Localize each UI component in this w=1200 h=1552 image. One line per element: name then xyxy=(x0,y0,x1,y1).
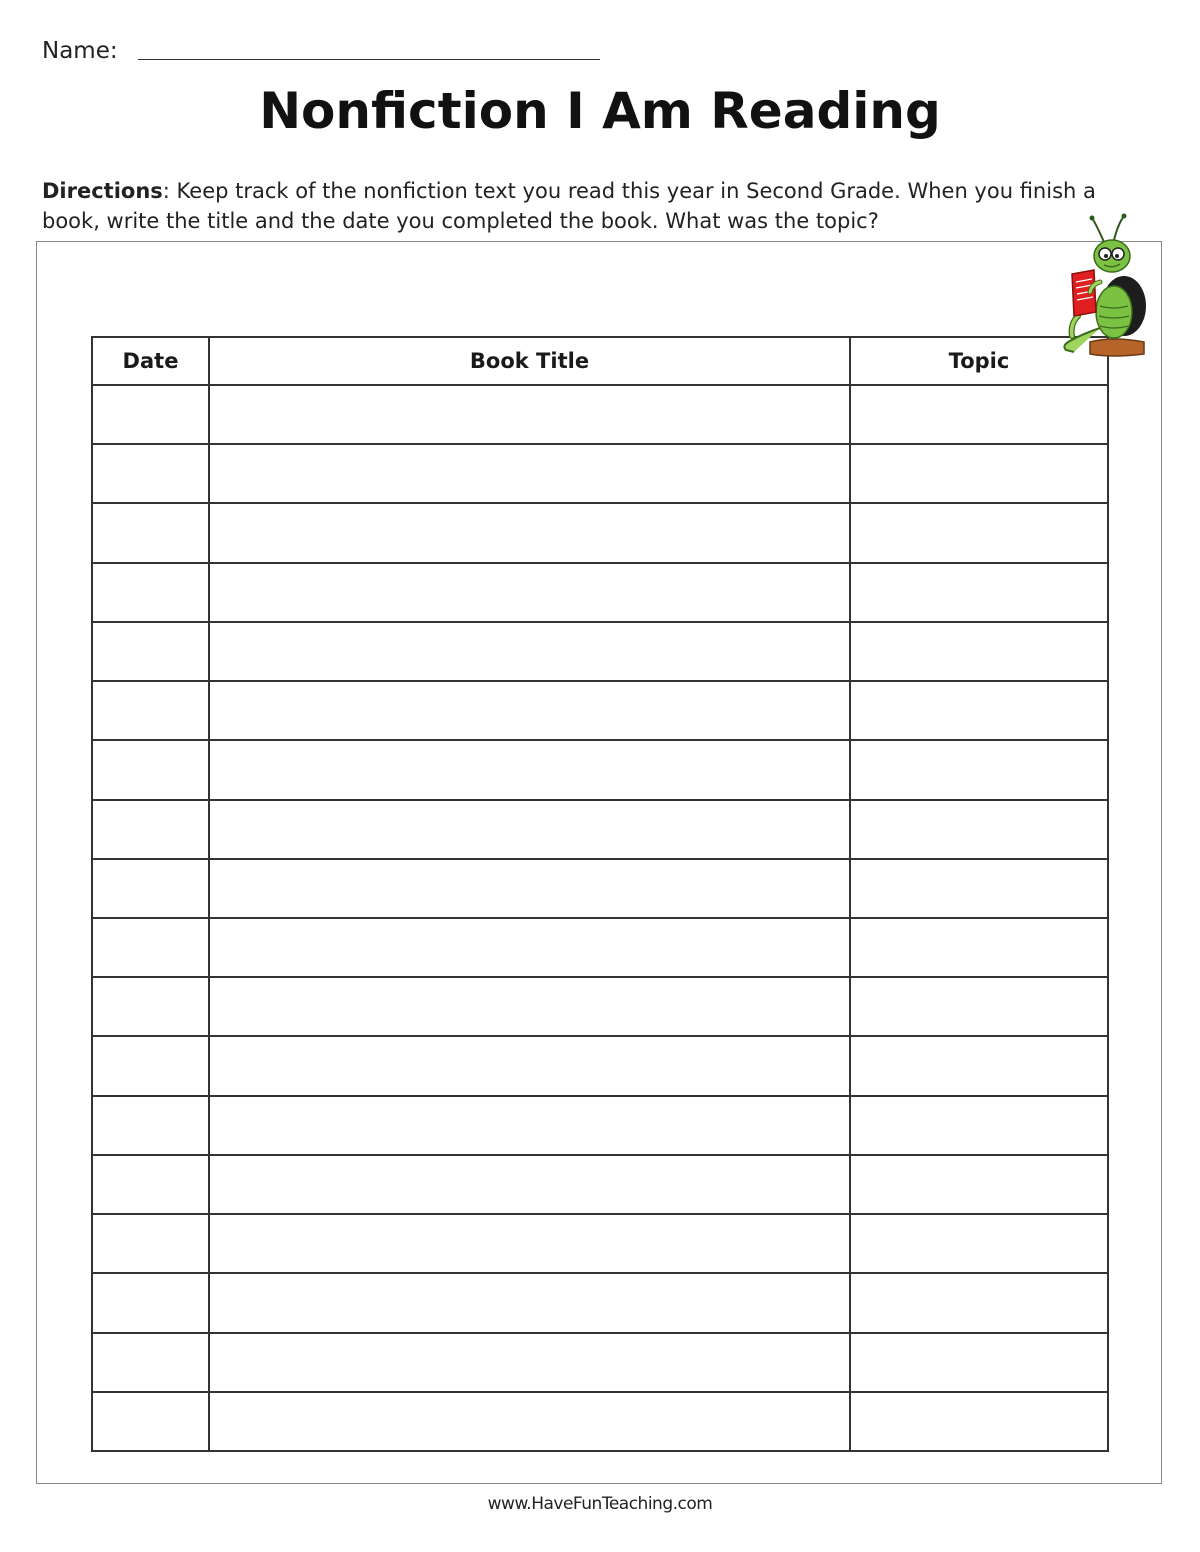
date-cell[interactable] xyxy=(92,622,209,681)
book-title-cell[interactable] xyxy=(209,800,850,859)
book-title-cell[interactable] xyxy=(209,918,850,977)
table-body xyxy=(92,385,1108,1451)
topic-cell[interactable] xyxy=(850,918,1108,977)
book-title-cell[interactable] xyxy=(209,1333,850,1392)
table-header-row xyxy=(92,337,1108,385)
table-row xyxy=(92,1392,1108,1451)
header-date: Date xyxy=(92,337,209,385)
table-row xyxy=(92,622,1108,681)
book-title-cell[interactable] xyxy=(209,1155,850,1214)
topic-cell[interactable] xyxy=(850,977,1108,1036)
table-row xyxy=(92,1155,1108,1214)
worksheet-title: Nonfiction I Am Reading xyxy=(259,82,941,140)
table-row xyxy=(92,1096,1108,1155)
name-label: Name: xyxy=(42,38,118,64)
header-book-title: Book Title xyxy=(209,337,850,385)
date-cell[interactable] xyxy=(92,1273,209,1332)
header-topic: Topic xyxy=(850,337,1108,385)
table-row xyxy=(92,918,1108,977)
date-cell[interactable] xyxy=(92,1333,209,1392)
book-title-cell[interactable] xyxy=(209,1273,850,1332)
topic-cell[interactable] xyxy=(850,1333,1108,1392)
directions xyxy=(42,176,1152,236)
table-row xyxy=(92,800,1108,859)
book-title-cell[interactable] xyxy=(209,444,850,503)
table-row xyxy=(92,977,1108,1036)
table-row xyxy=(92,385,1108,444)
date-cell[interactable] xyxy=(92,1392,209,1451)
name-line[interactable] xyxy=(138,59,600,60)
topic-cell[interactable] xyxy=(850,622,1108,681)
date-cell[interactable] xyxy=(92,1036,209,1095)
name-row xyxy=(42,36,602,66)
date-cell[interactable] xyxy=(92,740,209,799)
topic-cell[interactable] xyxy=(850,800,1108,859)
reading-log-table xyxy=(91,336,1109,1452)
table-row xyxy=(92,1036,1108,1095)
book-title-cell[interactable] xyxy=(209,503,850,562)
date-cell[interactable] xyxy=(92,681,209,740)
date-cell[interactable] xyxy=(92,444,209,503)
date-cell[interactable] xyxy=(92,503,209,562)
topic-cell[interactable] xyxy=(850,1155,1108,1214)
table-row xyxy=(92,1333,1108,1392)
book-title-cell[interactable] xyxy=(209,1096,850,1155)
table-row xyxy=(92,444,1108,503)
date-cell[interactable] xyxy=(92,859,209,918)
book-title-cell[interactable] xyxy=(209,859,850,918)
footer-website: www.HaveFunTeaching.com xyxy=(487,1494,713,1514)
topic-cell[interactable] xyxy=(850,385,1108,444)
table-row xyxy=(92,1214,1108,1273)
topic-cell[interactable] xyxy=(850,740,1108,799)
topic-cell[interactable] xyxy=(850,563,1108,622)
directions-label: Directions xyxy=(42,179,163,203)
date-cell[interactable] xyxy=(92,800,209,859)
book-title-cell[interactable] xyxy=(209,1392,850,1451)
table-row xyxy=(92,1273,1108,1332)
book-title-cell[interactable] xyxy=(209,385,850,444)
book-title-cell[interactable] xyxy=(209,563,850,622)
topic-cell[interactable] xyxy=(850,859,1108,918)
topic-cell[interactable] xyxy=(850,1392,1108,1451)
date-cell[interactable] xyxy=(92,1214,209,1273)
book-title-cell[interactable] xyxy=(209,740,850,799)
book-title-cell[interactable] xyxy=(209,1036,850,1095)
directions-text: : Keep track of the nonfiction text you read this year in Second Grade. When you finish a book, write the title and the date you completed the book. What was the topic? xyxy=(42,179,1096,233)
book-title-cell[interactable] xyxy=(209,1214,850,1273)
date-cell[interactable] xyxy=(92,1096,209,1155)
book-title-cell[interactable] xyxy=(209,622,850,681)
topic-cell[interactable] xyxy=(850,1273,1108,1332)
topic-cell[interactable] xyxy=(850,503,1108,562)
table-row xyxy=(92,859,1108,918)
date-cell[interactable] xyxy=(92,385,209,444)
date-cell[interactable] xyxy=(92,918,209,977)
reading-bug-mascot-icon xyxy=(1052,212,1164,362)
topic-cell[interactable] xyxy=(850,1214,1108,1273)
topic-cell[interactable] xyxy=(850,1036,1108,1095)
table-row xyxy=(92,503,1108,562)
book-title-cell[interactable] xyxy=(209,681,850,740)
table-row xyxy=(92,563,1108,622)
topic-cell[interactable] xyxy=(850,681,1108,740)
date-cell[interactable] xyxy=(92,563,209,622)
topic-cell[interactable] xyxy=(850,1096,1108,1155)
date-cell[interactable] xyxy=(92,977,209,1036)
topic-cell[interactable] xyxy=(850,444,1108,503)
table-row xyxy=(92,740,1108,799)
date-cell[interactable] xyxy=(92,1155,209,1214)
table-row xyxy=(92,681,1108,740)
book-title-cell[interactable] xyxy=(209,977,850,1036)
